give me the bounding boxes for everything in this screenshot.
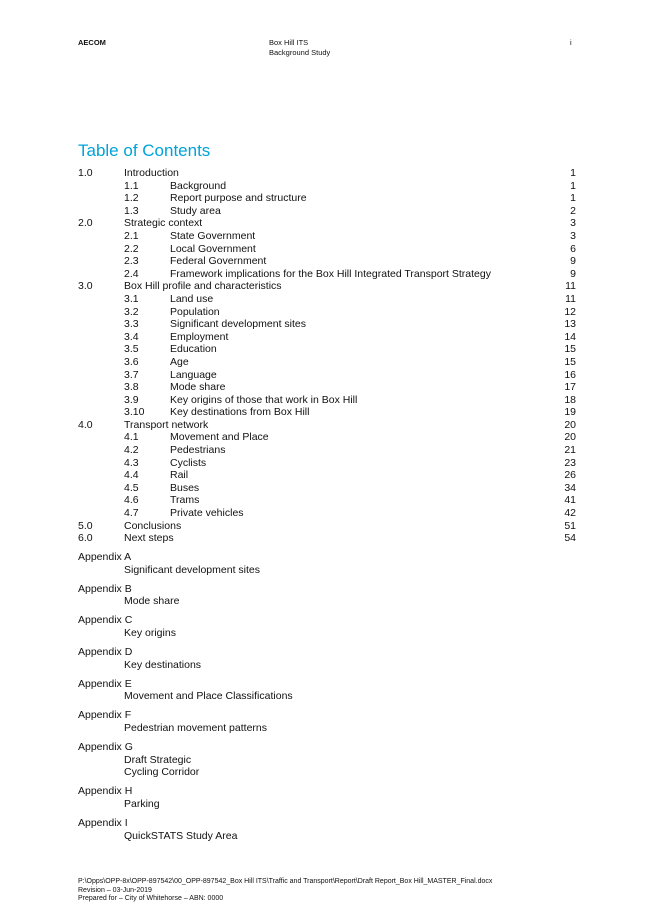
toc-entry-page: 15 — [564, 343, 576, 356]
toc-entry-number: 3.5 — [124, 343, 139, 356]
toc-entry-number: 3.9 — [124, 393, 139, 406]
toc-entry-label: Transport network — [124, 418, 209, 431]
toc-entry-number: 3.0 — [78, 280, 93, 293]
footer-revision: Revision – 03-Jun-2019 — [78, 886, 152, 894]
toc-entry-label: Land use — [170, 292, 214, 305]
toc-entry[interactable] — [78, 343, 576, 356]
toc-entry-number: 2.2 — [124, 242, 139, 255]
toc-entry-number: 3.4 — [124, 330, 139, 343]
toc-entry[interactable] — [78, 520, 576, 533]
appendix-description: Key destinations — [124, 658, 202, 671]
footer-file-path: P:\Opps\OPP-8x\OPP-897542\00_OPP-897542_Box Hill ITS\Traffic and Transport\Report\Draft Report_Box Hill_MASTER_Final.docx — [78, 878, 493, 885]
appendix-title: Appendix B — [78, 582, 132, 595]
toc-entry-label: Cyclists — [170, 456, 207, 469]
toc-entry-label: Key origins of those that work in Box Hill — [170, 393, 358, 406]
appendix-description: Mode share — [124, 595, 180, 608]
appendix-description: Movement and Place Classifications — [124, 690, 293, 703]
toc-entry-label: Buses — [170, 481, 200, 494]
toc-entry-label: Box Hill profile and characteristics — [124, 280, 282, 293]
toc-entry-number: 4.7 — [124, 507, 139, 520]
toc-entry[interactable] — [78, 318, 576, 331]
toc-entry-page: 19 — [564, 406, 576, 419]
toc-entry[interactable] — [78, 230, 576, 243]
toc-entry-label: Significant development sites — [170, 318, 306, 331]
toc-entry-number: 3.2 — [124, 305, 139, 318]
toc-entry-page: 9 — [570, 255, 576, 268]
toc-entry-number: 4.6 — [124, 494, 139, 507]
toc-entry-number: 2.0 — [78, 217, 93, 230]
appendix-description: Draft Strategic — [124, 753, 192, 766]
toc-entry[interactable] — [78, 394, 576, 407]
toc-entry-page: 26 — [564, 469, 576, 482]
appendix-title: Appendix G — [78, 741, 133, 754]
toc-entry[interactable] — [78, 494, 576, 507]
toc-entry-page: 23 — [564, 456, 576, 469]
toc-entry-page: 12 — [564, 305, 576, 318]
toc-entry[interactable] — [78, 419, 576, 432]
toc-entry-page: 11 — [565, 280, 576, 293]
appendix-list — [78, 551, 576, 849]
header-page-number: i — [570, 38, 572, 47]
appendix-title: Appendix A — [78, 551, 132, 563]
toc-entry[interactable] — [78, 306, 576, 319]
appendix-entry[interactable] — [78, 614, 576, 639]
appendix-title: Appendix D — [78, 646, 133, 659]
toc-entry-label: Population — [170, 305, 220, 318]
toc-entry-label: Mode share — [170, 381, 226, 394]
toc-entry-label: Movement and Place — [170, 431, 269, 444]
toc-entry[interactable] — [78, 268, 576, 281]
appendix-entry[interactable] — [78, 551, 576, 576]
toc-entry-label: Education — [170, 343, 217, 356]
toc-entry-page: 54 — [564, 532, 576, 545]
toc-entry-number: 3.3 — [124, 318, 139, 331]
appendix-entry[interactable] — [78, 678, 576, 703]
toc-entry-number: 3.10 — [124, 406, 145, 419]
toc-entry-number: 4.4 — [124, 469, 139, 482]
header-project — [269, 38, 330, 58]
toc-entry[interactable] — [78, 217, 576, 230]
appendix-entry[interactable] — [78, 583, 576, 608]
toc-entry-label: Local Government — [170, 242, 256, 255]
toc-entry-label: Background — [170, 179, 227, 192]
toc-entry-page: 11 — [565, 292, 576, 305]
toc-entry-number: 4.0 — [78, 418, 93, 431]
toc-entry-label: Federal Government — [170, 255, 267, 268]
toc-entry[interactable] — [78, 167, 576, 180]
toc-entry-page: 2 — [570, 204, 576, 217]
appendix-description: Significant development sites — [124, 563, 260, 576]
header-project-title: Box Hill ITS — [269, 38, 309, 47]
appendix-description: Parking — [124, 798, 160, 810]
toc-entry-number: 3.1 — [124, 292, 139, 305]
toc-entry[interactable] — [78, 507, 576, 520]
toc-entry-number: 1.1 — [124, 179, 139, 192]
toc-entry-page: 16 — [564, 368, 576, 381]
appendix-description: QuickSTATS Study Area — [124, 829, 238, 842]
toc-entry-label: Pedestrians — [170, 444, 226, 457]
toc-entry-page: 9 — [570, 267, 576, 280]
toc-entry[interactable] — [78, 406, 576, 419]
toc-entry-page: 41 — [564, 494, 576, 507]
toc-entry[interactable] — [78, 444, 576, 457]
toc-entry-label: Trams — [170, 494, 200, 507]
toc-entry-page: 17 — [564, 381, 576, 394]
toc-entry-label: Private vehicles — [170, 507, 244, 520]
toc-entry[interactable] — [78, 192, 576, 205]
toc-entry[interactable] — [78, 180, 576, 193]
header-project-subtitle: Background Study — [269, 48, 331, 57]
toc-entry-page: 1 — [570, 179, 576, 192]
toc-entry[interactable] — [78, 431, 576, 444]
toc-entry[interactable] — [78, 482, 576, 495]
toc-entry-number: 2.4 — [124, 267, 139, 280]
toc-entry[interactable] — [78, 205, 576, 218]
toc-entry-number: 3.8 — [124, 381, 139, 394]
toc-entry-label: Framework implications for the Box Hill Integrated Transport Strategy — [170, 267, 491, 280]
toc-entry[interactable] — [78, 293, 576, 306]
toc-entry[interactable] — [78, 280, 576, 293]
appendix-entry[interactable] — [78, 741, 576, 779]
toc-entry-page: 18 — [564, 393, 576, 406]
appendix-title: Appendix I — [78, 817, 128, 830]
toc-entry[interactable] — [78, 532, 576, 545]
toc-entry-number: 4.3 — [124, 456, 139, 469]
appendix-title: Appendix E — [78, 677, 132, 690]
toc-entry[interactable] — [78, 457, 576, 470]
toc-entry-label: Employment — [170, 330, 229, 343]
toc-entry-label: Key destinations from Box Hill — [170, 406, 310, 419]
toc-entry-label: Next steps — [124, 532, 174, 545]
appendix-entry[interactable] — [78, 817, 576, 842]
toc-entry-page: 34 — [564, 481, 576, 494]
toc-entry-page: 3 — [570, 229, 576, 242]
appendix-title: Appendix H — [78, 785, 133, 798]
appendix-title: Appendix F — [78, 709, 132, 722]
toc-entry-number: 1.2 — [124, 192, 139, 205]
appendix-entry[interactable] — [78, 785, 576, 810]
toc-entry-number: 3.7 — [124, 368, 139, 381]
toc-entry-page: 6 — [570, 242, 576, 255]
toc-entry-number: 2.1 — [124, 229, 139, 242]
toc-entry-number: 1.3 — [124, 204, 139, 217]
toc-entry-number: 4.2 — [124, 444, 139, 457]
toc-entry-number: 4.1 — [124, 431, 139, 444]
appendix-description: Key origins — [124, 626, 176, 639]
toc-entry[interactable] — [78, 469, 576, 482]
toc-entry-page: 13 — [564, 318, 576, 331]
toc-entry-label: Strategic context — [124, 217, 203, 230]
footer-prepared-for: Prepared for – City of Whitehorse – ABN: 0000 — [78, 895, 224, 903]
toc-entry-label: Study area — [170, 204, 221, 217]
toc-entry-page: 1 — [570, 167, 576, 179]
toc-entry-number: 1.0 — [78, 167, 93, 179]
toc-entry-label: Conclusions — [124, 519, 182, 532]
toc-entry[interactable] — [78, 243, 576, 256]
toc-entry-number: 2.3 — [124, 255, 139, 268]
toc-entry-page: 3 — [570, 217, 576, 230]
toc-entry[interactable] — [78, 356, 576, 369]
toc-entry-label: Age — [170, 355, 189, 368]
appendix-entry[interactable] — [78, 646, 576, 671]
toc-entry-label: Language — [170, 368, 217, 381]
toc-entry-label: Introduction — [124, 167, 179, 179]
toc-list — [78, 167, 576, 545]
toc-entry-page: 15 — [564, 355, 576, 368]
toc-entry-label: Report purpose and structure — [170, 192, 307, 205]
toc-entry-page: 42 — [564, 507, 576, 520]
header-company: AECOM — [78, 38, 106, 47]
toc-entry[interactable] — [78, 381, 576, 394]
appendix-description: Pedestrian movement patterns — [124, 722, 267, 735]
toc-entry-page: 14 — [564, 330, 576, 343]
toc-entry-number: 3.6 — [124, 355, 139, 368]
toc-entry-label: State Government — [170, 229, 256, 242]
page-footer — [78, 878, 492, 904]
toc-entry-page: 20 — [564, 418, 576, 431]
toc-entry-label: Rail — [170, 469, 189, 482]
toc-entry-number: 5.0 — [78, 519, 93, 532]
toc-entry-page: 21 — [564, 444, 576, 457]
toc-entry-number: 6.0 — [78, 532, 93, 545]
toc-entry-number: 4.5 — [124, 481, 139, 494]
appendix-entry[interactable] — [78, 709, 576, 734]
toc-entry[interactable] — [78, 255, 576, 268]
toc-title: Table of Contents — [78, 141, 211, 160]
toc-entry[interactable] — [78, 331, 576, 344]
toc-entry-page: 1 — [570, 192, 576, 205]
appendix-description: Cycling Corridor — [124, 766, 200, 779]
toc-entry-page: 20 — [564, 431, 576, 444]
toc-entry[interactable] — [78, 369, 576, 382]
toc-entry-page: 51 — [564, 519, 576, 532]
appendix-title: Appendix C — [78, 614, 133, 627]
